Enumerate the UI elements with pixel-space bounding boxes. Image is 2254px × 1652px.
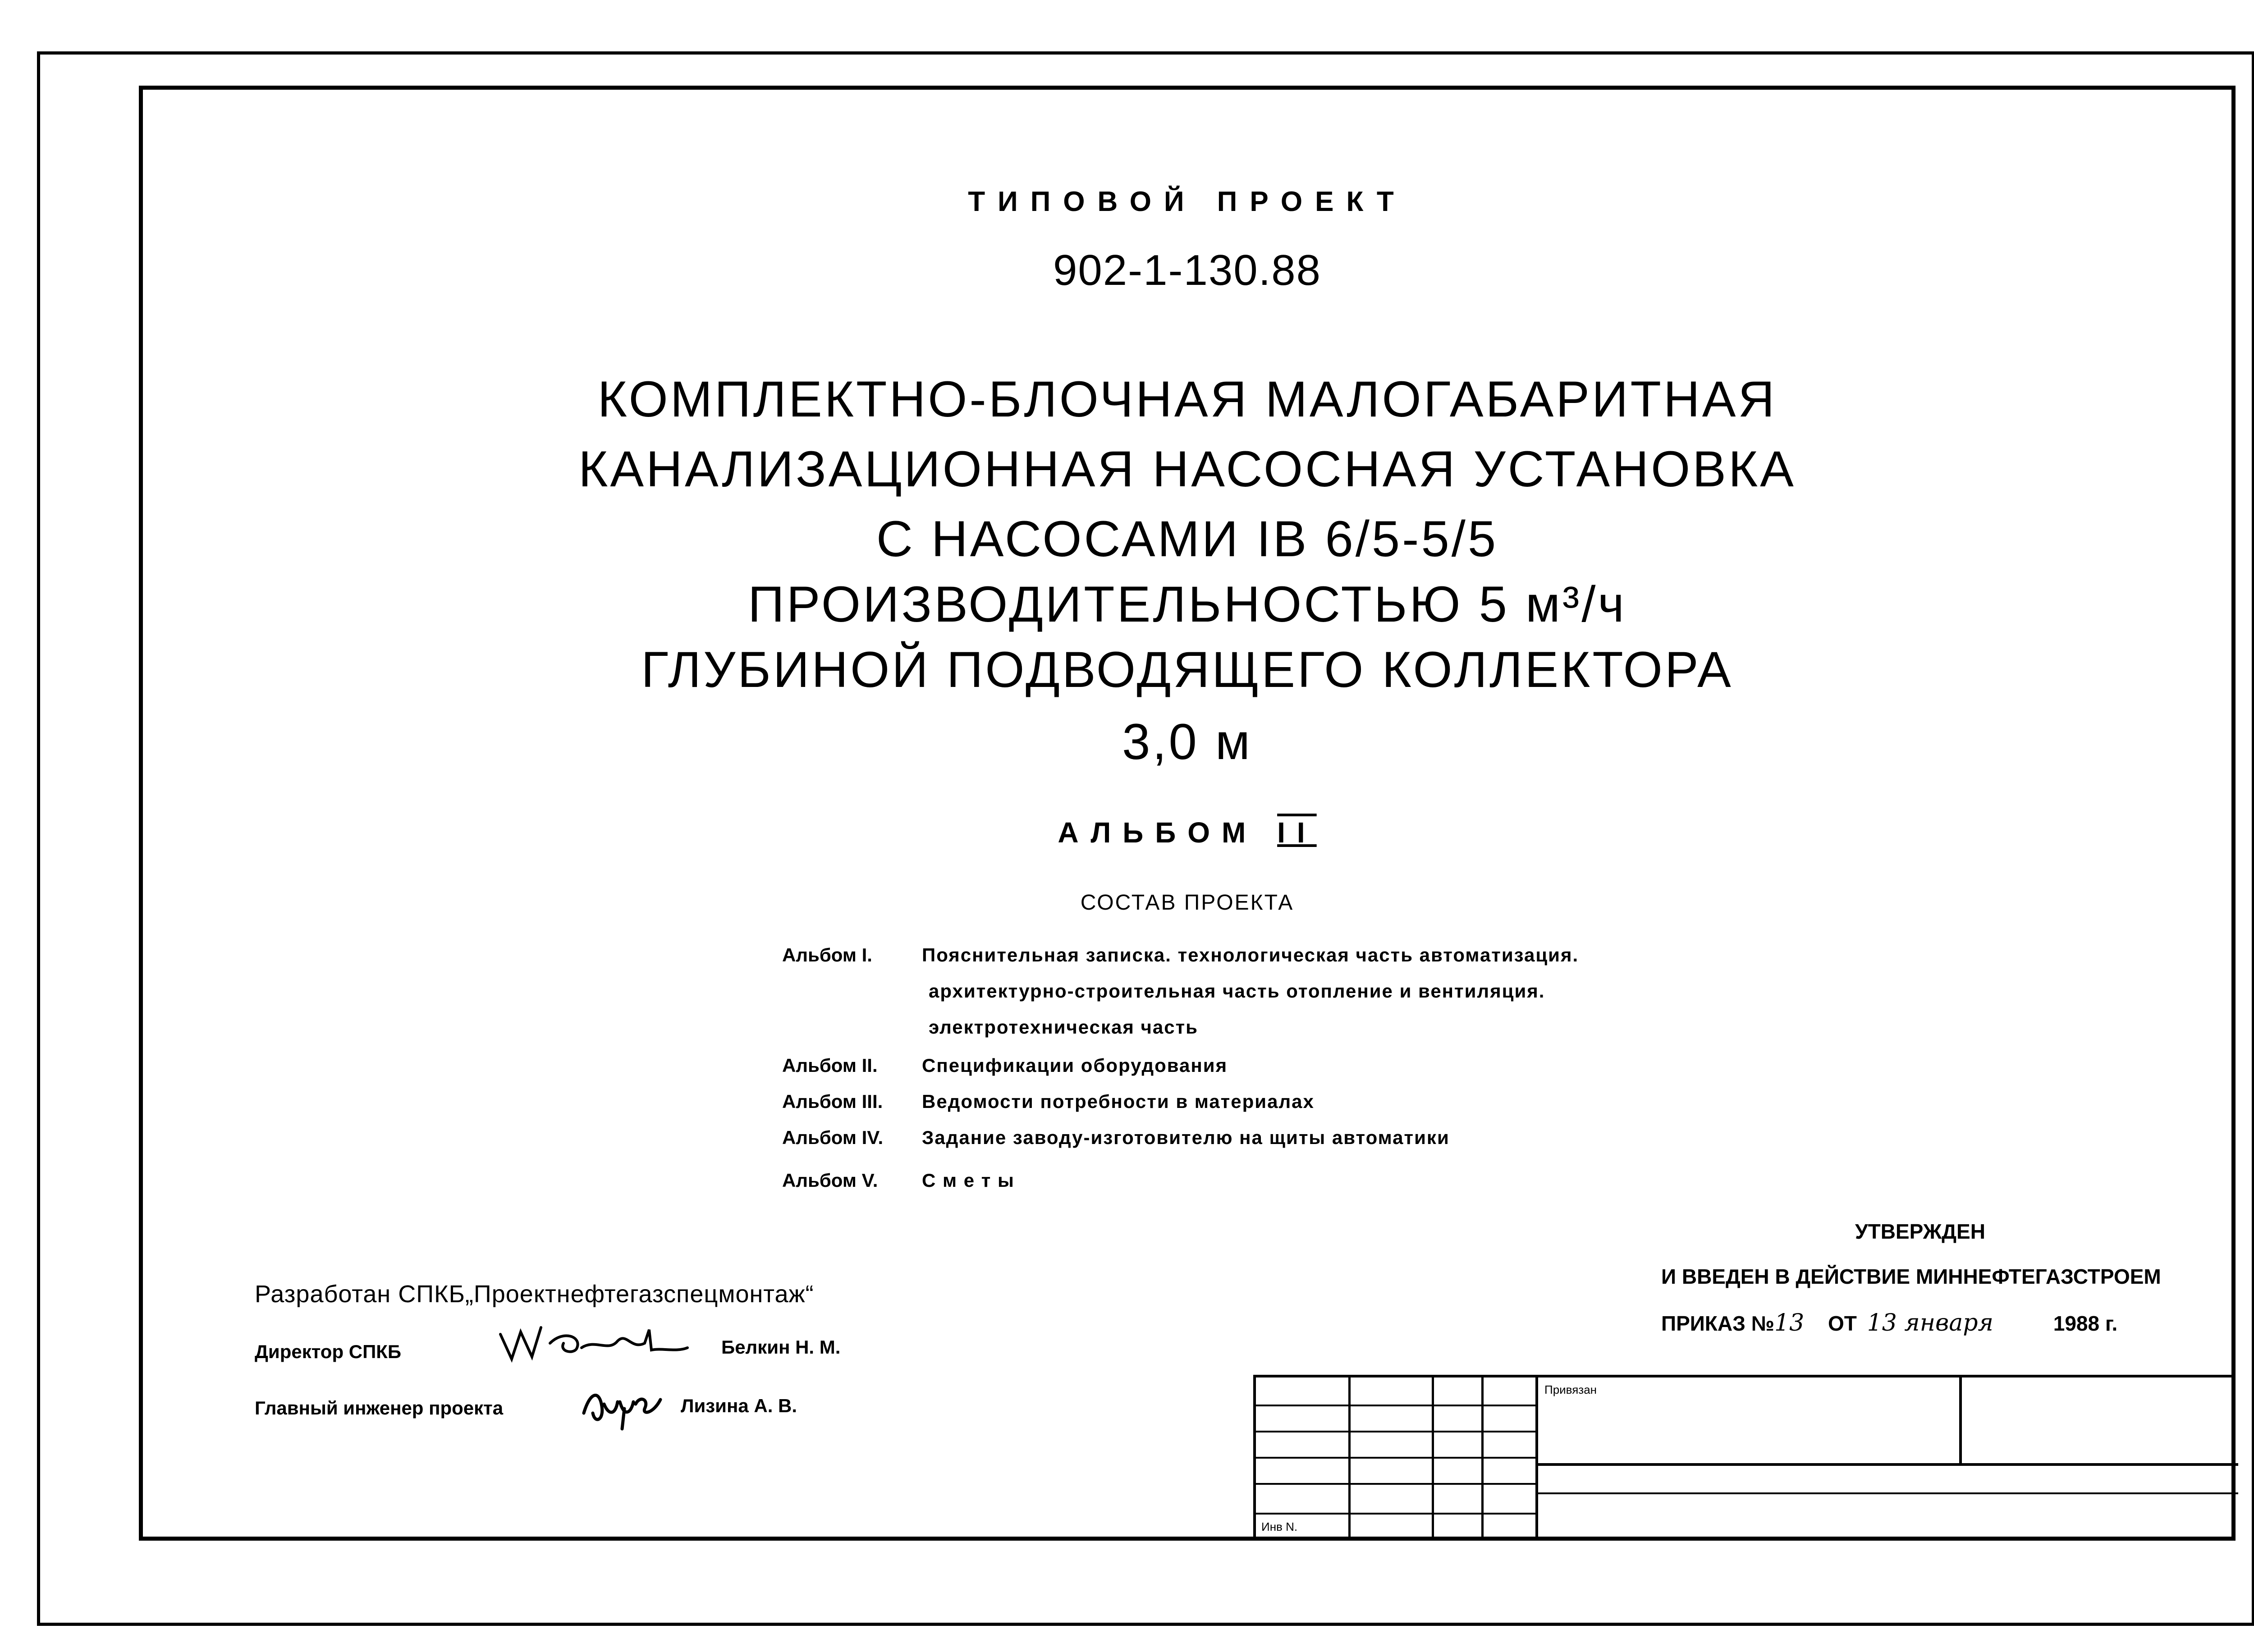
order-year: 1988 <box>2053 1312 2100 1335</box>
title-block-stamp <box>1253 1375 2236 1541</box>
album-heading <box>139 816 2236 849</box>
album-item-text: С м е т ы <box>922 1170 1015 1191</box>
list-item-continued: электротехническая часть <box>929 1016 1198 1038</box>
stamp-divider <box>1348 1377 1351 1541</box>
album-item-text: Спецификации оборудования <box>922 1055 1228 1076</box>
stamp-divider <box>1535 1377 1538 1541</box>
album-item-label: Альбом III. <box>782 1091 883 1112</box>
album-item-label: Альбом I. <box>782 944 872 966</box>
project-number: 902-1-130.88 <box>1053 246 1322 294</box>
engineer-signature <box>582 1382 663 1431</box>
album-label: АЛЬБОМ <box>1058 816 1258 849</box>
stamp-row-line <box>1256 1431 1535 1432</box>
developer-org: Разработан СПКБ„Проектнефтегазспецмонтаж“ <box>255 1281 814 1308</box>
album-number: II <box>1277 816 1317 849</box>
stamp-divider <box>1432 1377 1434 1541</box>
album-item-text: Задание заводу-изготовителю на щиты автоматики <box>922 1127 1450 1148</box>
title-line-6: 3,0 м <box>1122 714 1252 770</box>
title-line-3: С НАСОСАМИ IВ 6/5-5/5 <box>876 511 1498 567</box>
stamp-row-line <box>1535 1492 2238 1494</box>
stamp-divider <box>1481 1377 1484 1541</box>
engineer-name: Лизина А. В. <box>681 1395 797 1416</box>
album-item-text: Ведомости потребности в материалах <box>922 1091 1315 1112</box>
stamp-divider <box>1959 1377 1962 1463</box>
album-item-text: Пояснительная записка. технологическая часть автоматизация. <box>922 944 1579 966</box>
project-type: ТИПОВОЙ ПРОЕКТ <box>968 186 1406 217</box>
stamp-row-line <box>1535 1463 2238 1466</box>
composition-heading: СОСТАВ ПРОЕКТА <box>1080 891 1294 915</box>
date-prefix: ОТ <box>1828 1312 1857 1335</box>
stamp-row-line <box>1256 1483 1535 1485</box>
title-line-4: ПРОИЗВОДИТЕЛЬНОСТЬЮ 5 м³/ч <box>748 576 1626 632</box>
album-item-label: Альбом V. <box>782 1170 878 1191</box>
director-role: Директор СПКБ <box>255 1341 402 1362</box>
album-item-label: Альбом IV. <box>782 1127 884 1148</box>
date-handwritten: 13 января <box>1867 1309 1993 1336</box>
engineer-role: Главный инженер проекта <box>255 1397 504 1419</box>
stamp-row-line <box>1256 1457 1535 1459</box>
title-line-2: КАНАЛИЗАЦИОННАЯ НАСОСНАЯ УСТАНОВКА <box>578 441 1796 497</box>
director-signature <box>496 1316 690 1366</box>
list-item-continued: архитектурно-строительная часть отопление и вентиляция. <box>929 980 1545 1002</box>
year-suffix: г. <box>2105 1312 2118 1335</box>
approval-line-1: УТВЕРЖДЕН <box>1855 1220 1985 1243</box>
order-number: 13 <box>1774 1309 1805 1336</box>
stamp-bound-label: Привязан <box>1544 1383 1597 1396</box>
title-line-5: ГЛУБИНОЙ ПОДВОДЯЩЕГО КОЛЛЕКТОРА <box>641 641 1733 698</box>
stamp-inv-label: Инв N. <box>1261 1520 1298 1533</box>
title-line-1: КОМПЛЕКТНО-БЛОЧНАЯ МАЛОГАБАРИТНАЯ <box>597 371 1777 427</box>
order-prefix: ПРИКАЗ № <box>1661 1312 1774 1335</box>
stamp-row-line <box>1256 1513 1535 1515</box>
stamp-row-line <box>1256 1405 1535 1406</box>
director-name: Белкин Н. М. <box>721 1336 841 1358</box>
approval-line-2: И ВВЕДЕН В ДЕЙСТВИЕ МИННЕФТЕГАЗСТРОЕМ <box>1661 1265 2161 1288</box>
album-item-label: Альбом II. <box>782 1055 878 1076</box>
approval-order <box>1661 1309 2117 1336</box>
